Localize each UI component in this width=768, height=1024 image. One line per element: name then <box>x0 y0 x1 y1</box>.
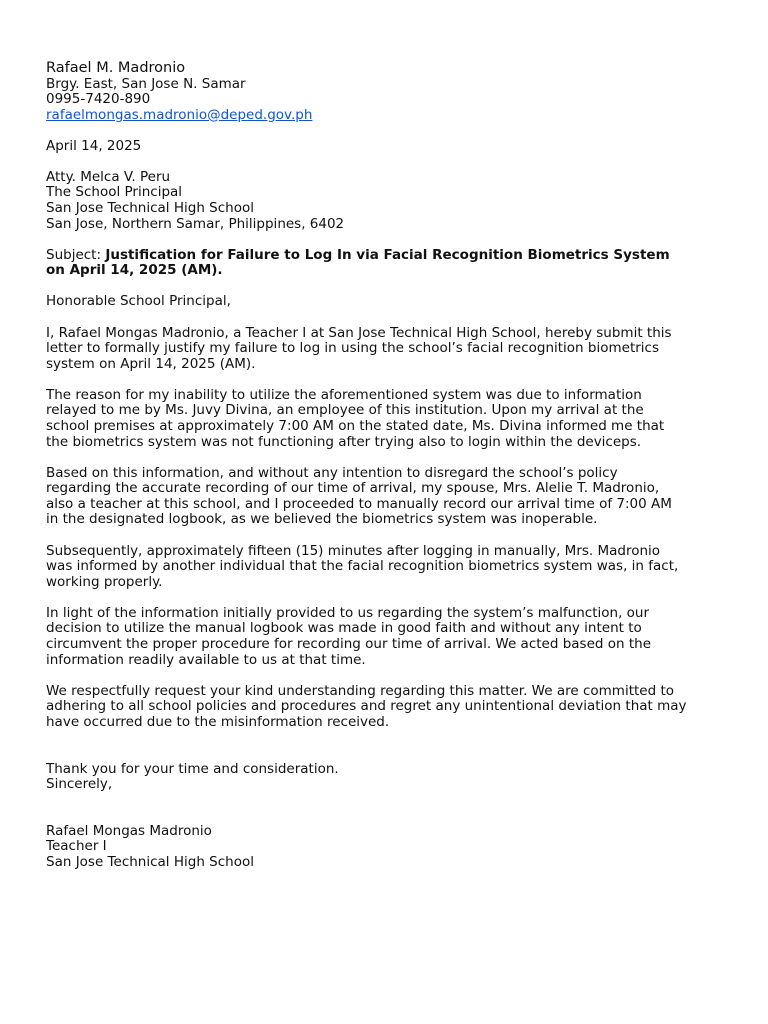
body-paragraph-5 <box>46 606 726 668</box>
subject-text-line1: Justification for Failure to Log In via Facial Recognition Biometrics System <box>105 246 670 263</box>
signature-position: Teacher I <box>46 838 107 855</box>
sender-address: Brgy. East, San Jose N. Samar <box>46 75 246 92</box>
letter-page <box>46 60 726 870</box>
body-line: also a teacher at this school, and I proceeded to manually record our arrival time of 7:00 AM <box>46 495 672 512</box>
subject-text-line2: on April 14, 2025 (AM). <box>46 262 223 279</box>
body-line: We respectfully request your kind understanding regarding this matter. We are committed to <box>46 682 675 699</box>
body-line: In light of the information initially provided to us regarding the system’s malfunction, our <box>46 604 650 621</box>
sender-phone: 0995-7420-890 <box>46 91 151 108</box>
body-paragraph-3 <box>46 466 726 528</box>
body-line: was informed by another individual that the facial recognition biometrics system was, in fact, <box>46 558 679 575</box>
sender-name: Rafael M. Madronio <box>46 60 186 76</box>
recipient-title: The School Principal <box>46 184 183 201</box>
body-line: working properly. <box>46 573 163 590</box>
body-line: Subsequently, approximately fifteen (15) minutes after logging in manually, Mrs. Madronio <box>46 542 661 559</box>
body-line: the biometrics system was not functioning after trying also to login within the deviceps. <box>46 433 642 450</box>
recipient-name: Atty. Melca V. Peru <box>46 168 171 185</box>
recipient-block <box>46 170 726 232</box>
body-line: The reason for my inability to utilize the aforementioned system was due to information <box>46 386 642 403</box>
body-paragraph-1 <box>46 326 726 373</box>
recipient-address: San Jose, Northern Samar, Philippines, 6402 <box>46 215 345 232</box>
letter-date: April 14, 2025 <box>46 137 142 154</box>
body-line: Based on this information, and without any intention to disregard the school’s policy <box>46 464 618 481</box>
body-paragraph-6 <box>46 684 726 731</box>
subject-label: Subject: <box>46 246 102 263</box>
body-line: adhering to all school policies and procedures and regret any unintentional deviation that may <box>46 698 687 715</box>
body-line: information readily available to us at that time. <box>46 651 366 668</box>
signature-block <box>46 824 726 871</box>
signature-school: San Jose Technical High School <box>46 853 254 870</box>
body-paragraph-2 <box>46 388 726 450</box>
body-line: relayed to me by Ms. Juvy Divina, an employee of this institution. Upon my arrival at the <box>46 402 644 419</box>
body-paragraph-4 <box>46 544 726 591</box>
body-line: circumvent the proper procedure for recording our time of arrival. We acted based on the <box>46 636 652 653</box>
body-line: regarding the accurate recording of our time of arrival, my spouse, Mrs. Alelie T. Madronio, <box>46 480 660 497</box>
body-line: school premises at approximately 7:00 AM on the stated date, Ms. Divina informed me that <box>46 418 665 434</box>
salutation: Honorable School Principal, <box>46 293 231 310</box>
body-line: in the designated logbook, as we believed the biometrics system was inoperable. <box>46 511 598 528</box>
recipient-school: San Jose Technical High School <box>46 200 254 217</box>
sender-email-link[interactable]: rafaelmongas.madronio@deped.gov.ph <box>46 106 313 123</box>
closing-sign-off: Sincerely, <box>46 776 113 793</box>
body-line: decision to utilize the manual logbook was made in good faith and without any intent to <box>46 620 642 637</box>
closing-block <box>46 762 726 793</box>
closing-thanks: Thank you for your time and consideration. <box>46 760 339 777</box>
subject-block <box>46 248 726 279</box>
body-line: have occurred due to the misinformation received. <box>46 713 390 730</box>
signature-name: Rafael Mongas Madronio <box>46 822 212 839</box>
body-line: letter to formally justify my failure to log in using the school’s facial recognition biometrics <box>46 340 659 357</box>
body-line: I, Rafael Mongas Madronio, a Teacher I at San Jose Technical High School, hereby submit this <box>46 324 672 341</box>
body-line: system on April 14, 2025 (AM). <box>46 355 256 372</box>
sender-block <box>46 60 726 123</box>
